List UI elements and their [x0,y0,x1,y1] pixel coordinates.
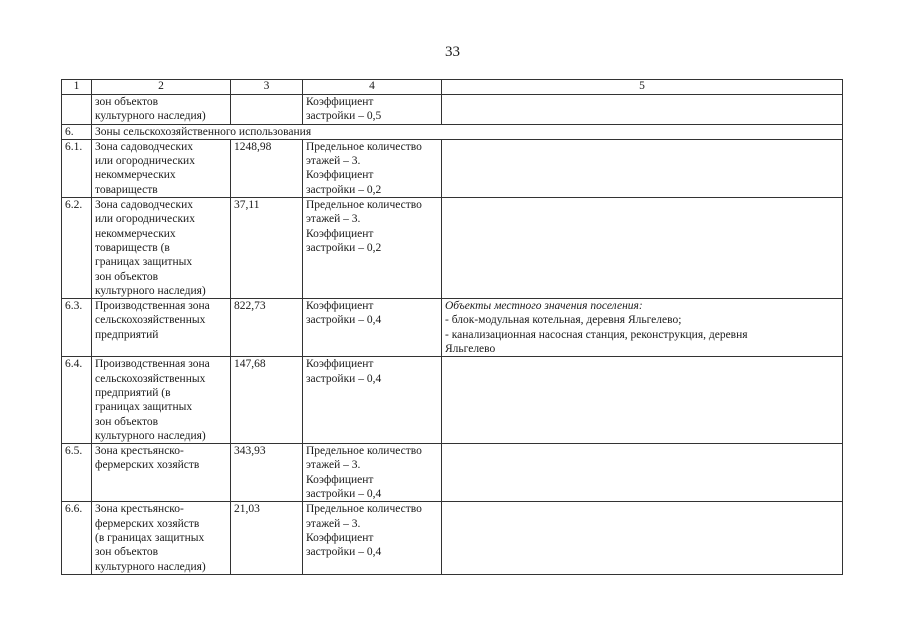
zone-name-cell: Производственная зона сельскохозяйственных предприятий [92,299,231,357]
table-row [62,444,843,502]
row-number-cell: 6.5. [62,444,92,502]
continuation-row [62,95,843,125]
params-cell: Предельное количество этажей – 3. Коэффициент застройки – 0,2 [303,198,442,299]
row-number-cell [62,95,92,125]
column-header: 5 [442,80,843,95]
params-cell: Коэффициент застройки – 0,4 [303,357,442,444]
objects-cell [442,444,843,502]
table-row [62,198,843,299]
column-header: 4 [303,80,442,95]
params-cell: Предельное количество этажей – 3. Коэффициент застройки – 0,4 [303,444,442,502]
object-item: - канализационная насосная станция, реконструкция, деревня Яльгелево [445,328,748,356]
zones-table [61,79,843,575]
area-cell: 37,11 [231,198,303,299]
area-cell: 21,03 [231,502,303,574]
column-header: 1 [62,80,92,95]
row-number-cell: 6.4. [62,357,92,444]
zone-name-cell: Зона садоводческих или огороднических некоммерческих товариществ [92,139,231,197]
table-row [62,139,843,197]
section-title: Зоны сельскохозяйственного использования [92,124,843,139]
page-number: 33 [445,44,460,60]
column-header: 3 [231,80,303,95]
zone-name-cell: Зона крестьянско- фермерских хозяйств (в границах защитных зон объектов культурного наследия) [92,502,231,574]
area-cell: 822,73 [231,299,303,357]
zone-name-cell: Зона крестьянско- фермерских хозяйств [92,444,231,502]
table-header-row [62,80,843,95]
objects-cell [442,139,843,197]
params-cell: Коэффициент застройки – 0,4 [303,299,442,357]
objects-cell [442,502,843,574]
area-cell: 343,93 [231,444,303,502]
table-row [62,357,843,444]
object-item: - блок-модульная котельная, деревня Яльгелево; [445,314,682,327]
row-number-cell: 6.2. [62,198,92,299]
row-number-cell: 6.6. [62,502,92,574]
area-cell: 147,68 [231,357,303,444]
area-cell: 1248,98 [231,139,303,197]
params-cell: Предельное количество этажей – 3. Коэффициент застройки – 0,4 [303,502,442,574]
zone-name-cell: Зона садоводческих или огороднических некоммерческих товариществ (в границах защитных зон объектов культурного наследия) [92,198,231,299]
objects-cell [442,198,843,299]
section-number: 6. [62,124,92,139]
column-header: 2 [92,80,231,95]
table-row [62,502,843,574]
row-number-cell: 6.3. [62,299,92,357]
row-number-cell: 6.1. [62,139,92,197]
table-row [62,299,843,357]
objects-cell [442,95,843,125]
objects-title: Объекты местного значения поселения: [445,300,643,313]
params-cell: Коэффициент застройки – 0,5 [303,95,442,125]
objects-cell [442,357,843,444]
zone-name-cell: Производственная зона сельскохозяйственных предприятий (в границах защитных зон объектов культурного наследия) [92,357,231,444]
section-row [62,124,843,139]
params-cell: Предельное количество этажей – 3. Коэффициент застройки – 0,2 [303,139,442,197]
objects-cell [442,299,843,357]
area-cell [231,95,303,125]
zone-name-cell: зон объектов культурного наследия) [92,95,231,125]
